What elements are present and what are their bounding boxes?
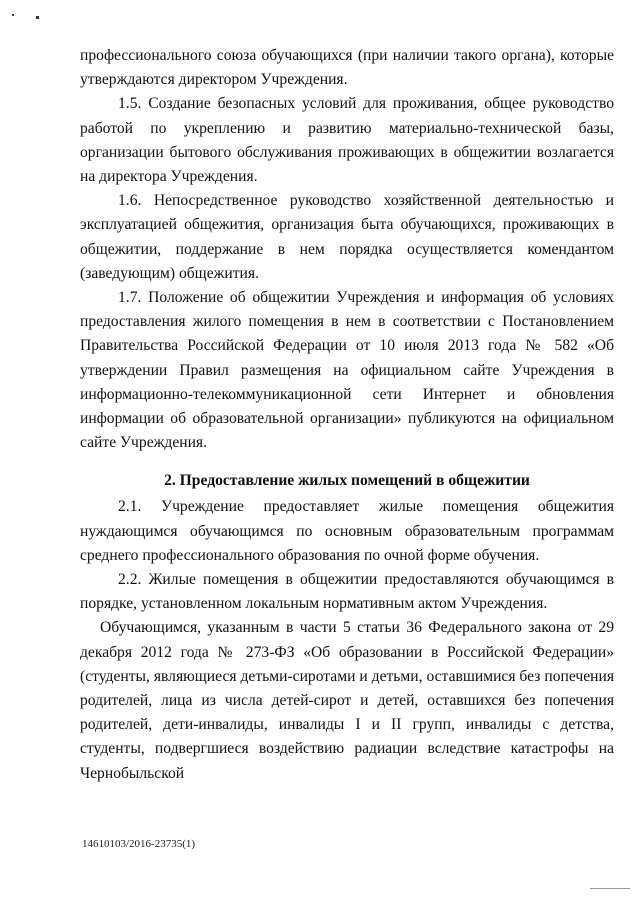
scan-line xyxy=(590,888,630,889)
section-heading: 2. Предоставление жилых помещений в общежитии xyxy=(164,472,530,490)
paragraph-students: Обучающимся, указанным в части 5 статьи 36 Федерального закона от 29 декабря 2012 года № 273-ФЗ «Об образовании в Российской Федерации» (студенты, являющиеся детьми-сиротами и детьми, оставшимися без попечения родителей, лица из числа детей-сирот и детей, оставшихся без попечения родителей, дети-инвалиды, инвалиды I и II групп, инвалиды с детства, студенты, подвергшиеся воздействию радиации вследствие катастрофы на Чернобыльской xyxy=(80,619,614,782)
paragraph-1-6: 1.6. Непосредственное руководство хозяйственной деятельностью и эксплуатацией общежития, организация быта обучающихся, проживающих в общежитии, поддержание в нем порядка осуществляется комендантом (заведующим) общежития. xyxy=(80,192,614,282)
paragraph-2-1: 2.1. Учреждение предоставляет жилые помещения общежития нуждающимся обучающимся по основным образовательным программам среднего профессионального образования по очной форме обучения. xyxy=(80,498,614,564)
scan-speck xyxy=(12,14,14,16)
scan-speck xyxy=(36,16,39,19)
paragraph-2-2: 2.2. Жилые помещения в общежитии предоставляются обучающимся в порядке, установленном локальным нормативным актом Учреждения. xyxy=(80,571,614,613)
paragraph-1-7: 1.7. Положение об общежитии Учреждения и информация об условиях предоставления жилого помещения в нем в соответствии с Постановлением Правительства Российской Федерации от 10 июля 2013 года № 582 «Об утверждении Правил размещения на официальном сайте Учреждения в информационно-телекоммуникационной сети Интернет и обновления информации об образовательной организации» публикуются на официальном сайте Учреждения. xyxy=(80,289,614,452)
body-text xyxy=(80,44,614,786)
paragraph-continuation: профессионального союза обучающихся (при наличии такого органа), которые утверждаются директором Учреждения. xyxy=(80,47,614,89)
paragraph-1-5: 1.5. Создание безопасных условий для проживания, общее руководство работой по укреплению и развитию материально-технической базы, организации бытового обслуживания проживающих в общежитии возлагается на директора Учреждения. xyxy=(80,95,614,186)
document-code: 14610103/2016-23735(1) xyxy=(82,838,196,850)
